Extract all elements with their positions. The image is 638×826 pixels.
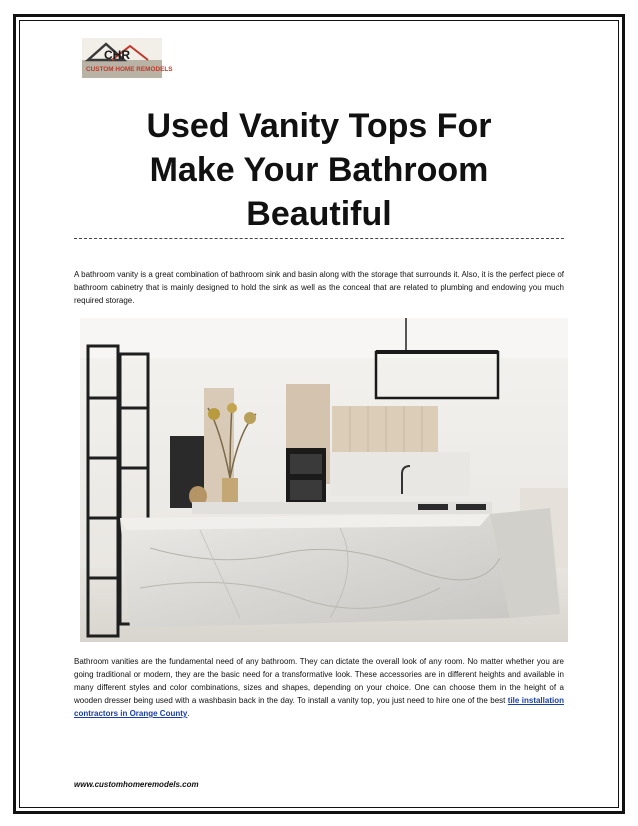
dashed-divider: [74, 238, 564, 239]
page-title: [60, 104, 578, 236]
body-paragraph: [74, 655, 564, 720]
title-line-3: Beautiful: [246, 195, 392, 233]
intro-paragraph: A bathroom vanity is a great combination of bathroom sink and basin along with the storage that surrounds it. Also, it is the perfect piece of bathroom cabinetry that is mainly designed to hold the sink as well as the conceal that are related to plumbing and endowing you much required storage.: [74, 270, 564, 305]
logo-sub-text: CUSTOM HOME REMODELS: [86, 66, 173, 73]
logo-main-text: CHR: [104, 48, 130, 62]
kitchen-marble-island-photo: [80, 318, 568, 642]
footer-website: www.customhomeremodels.com: [74, 780, 199, 789]
body-text: Bathroom vanities are the fundamental need of any bathroom. They can dictate the overall look of any room. No matter whether you are going traditional or modern, they are the basic need for a transformative look. These accessories are in different heights and available in many different styles and color combinations, sizes and shapes, depending on your choice. One can choose them in the height of a wooden dresser being used with a washbasin back in the day. To install a vanity top, you just need to hire one of the best: [74, 657, 564, 705]
tile-contractors-link[interactable]: tile installation contractors in Orange County: [74, 696, 564, 718]
company-logo: [82, 38, 173, 78]
body-text-end: .: [187, 709, 190, 718]
title-line-1: Used Vanity Tops For: [146, 107, 492, 145]
title-line-2: Make Your Bathroom: [149, 151, 489, 189]
